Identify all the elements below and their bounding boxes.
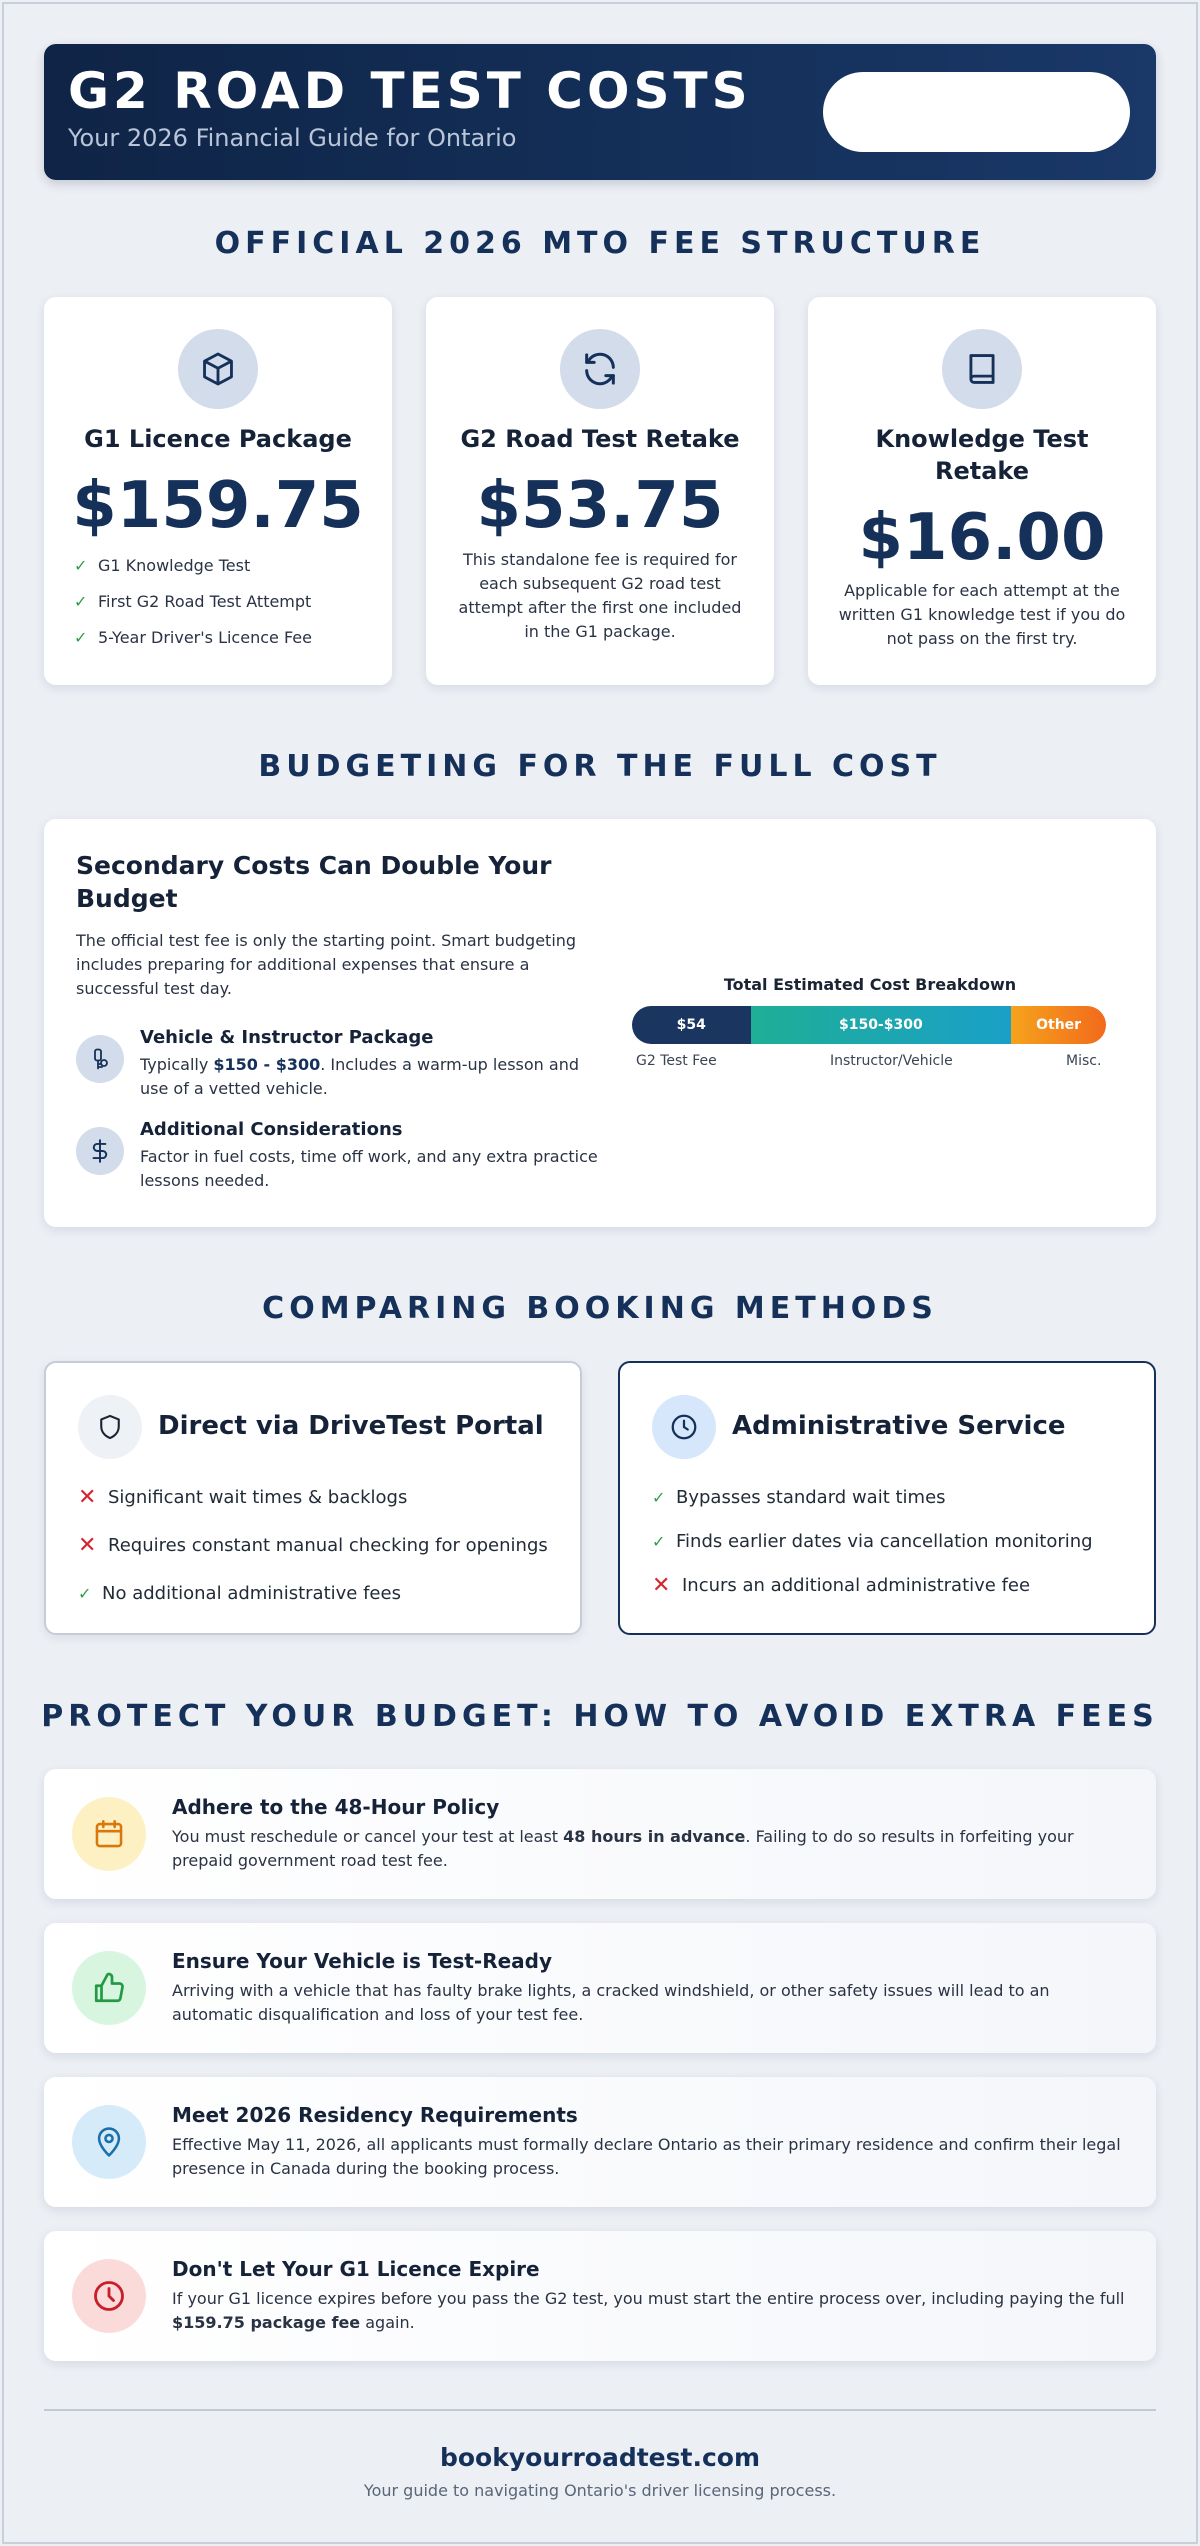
fee-includes-list <box>74 547 312 655</box>
booking-title: Administrative Service <box>732 1411 1066 1441</box>
section-title-tips: PROTECT YOUR BUDGET: HOW TO AVOID EXTRA FEES <box>41 1699 1159 1734</box>
fee-card-g2-retake <box>426 297 774 685</box>
segment-instructor: $150-$300 <box>751 1006 1012 1044</box>
fee-price: $16.00 <box>858 501 1106 575</box>
segment-other: Other <box>1011 1006 1106 1044</box>
booking-points <box>652 1475 1093 1607</box>
footer-brand-link[interactable]: bookyourroadtest.com <box>439 2443 761 2472</box>
list-item: ✕ Requires constant manual checking for openings <box>78 1532 548 1558</box>
cross-icon: ✕ <box>78 1532 97 1558</box>
check-icon: ✓ <box>652 1531 666 1551</box>
section-title-booking: COMPARING BOOKING METHODS <box>262 1291 938 1326</box>
book-icon <box>942 329 1022 409</box>
check-icon: ✓ <box>74 627 88 647</box>
fee-name: Knowledge Test Retake <box>875 425 1089 485</box>
list-item: ✓ Finds earlier dates via cancellation monitoring <box>652 1530 1093 1552</box>
cost-breakdown-title: Total Estimated Cost Breakdown <box>723 975 1017 994</box>
page-subtitle: Your 2026 Financial Guide for Ontario <box>68 124 517 152</box>
tip-card-residency <box>44 2077 1156 2207</box>
map-pin-icon <box>72 2105 146 2179</box>
clock-alert-icon <box>72 2259 146 2333</box>
list-item: ✓ G1 Knowledge Test <box>74 555 251 575</box>
thumbs-up-icon <box>72 1951 146 2025</box>
list-item: ✓ Bypasses standard wait times <box>652 1486 946 1508</box>
footer-tagline: Your guide to navigating Ontario's driver licensing process. <box>363 2481 837 2500</box>
fee-card-knowledge-retake <box>808 297 1156 685</box>
fee-price: $159.75 <box>72 469 364 543</box>
list-item: ✓ No additional administrative fees <box>78 1582 401 1604</box>
tip-card-vehicle-ready <box>44 1923 1156 2053</box>
cost-breakdown-bar <box>632 1006 1106 1044</box>
budget-intro: The official test fee is only the starting point. Smart budgeting includes preparing for additional expenses that ensure a successful test day. <box>76 931 577 998</box>
list-item: ✕ Incurs an additional administrative fee <box>652 1572 1031 1598</box>
segment-caption: Misc. <box>1066 1053 1102 1069</box>
budget-item-text: Factor in fuel costs, time off work, and any extra practice lessons needed. <box>140 1147 598 1190</box>
cross-icon: ✕ <box>78 1484 97 1510</box>
package-icon <box>178 329 258 409</box>
tip-card-48-hour <box>44 1769 1156 1899</box>
segment-caption: G2 Test Fee <box>636 1053 717 1069</box>
list-item: ✕ Significant wait times & backlogs <box>78 1484 408 1510</box>
fee-name: G2 Road Test Retake <box>460 425 740 453</box>
dollar-icon <box>76 1127 124 1175</box>
tip-title: Ensure Your Vehicle is Test-Ready <box>172 1949 553 1973</box>
tip-title: Meet 2026 Residency Requirements <box>172 2103 578 2127</box>
section-title-fees: OFFICIAL 2026 MTO FEE STRUCTURE <box>214 226 986 261</box>
budget-item-title: Additional Considerations <box>140 1119 403 1140</box>
check-icon: ✓ <box>74 591 88 611</box>
budget-title: Secondary Costs Can Double Your Budget <box>76 851 552 913</box>
booking-card-drivetest <box>44 1361 582 1635</box>
check-icon: ✓ <box>652 1487 666 1507</box>
hero-banner <box>44 44 1156 180</box>
tip-text: If your G1 licence expires before you pass the G2 test, you must start the entire process over, including paying the full $159.75 package fee again. <box>172 2289 1125 2332</box>
budget-card <box>44 819 1156 1227</box>
cross-icon: ✕ <box>652 1572 671 1598</box>
check-icon: ✓ <box>74 555 88 575</box>
refresh-icon <box>560 329 640 409</box>
booking-card-admin-service <box>618 1361 1156 1635</box>
segment-caption: Instructor/Vehicle <box>830 1053 953 1069</box>
page-title: G2 ROAD TEST COSTS <box>68 62 752 120</box>
check-icon: ✓ <box>78 1583 92 1603</box>
tip-text: Effective May 11, 2026, all applicants must formally declare Ontario as their primary residence and confirm their legal presence in Canada during the booking process. <box>172 2135 1121 2178</box>
booking-points <box>78 1473 548 1617</box>
fee-name: G1 Licence Package <box>84 425 352 453</box>
header-pill-badge <box>823 72 1130 152</box>
tip-text: Arriving with a vehicle that has faulty brake lights, a cracked windshield, or other safety issues will lead to an automatic disqualification and loss of your test fee. <box>172 1981 1050 2024</box>
tip-text: You must reschedule or cancel your test at least 48 hours in advance. Failing to do so results in forfeiting your prepaid government road test fee. <box>172 1827 1074 1870</box>
budget-item-text: Typically $150 - $300. Includes a warm-up lesson and use of a vetted vehicle. <box>140 1055 579 1098</box>
booking-title: Direct via DriveTest Portal <box>158 1411 544 1441</box>
list-item: ✓ 5-Year Driver's Licence Fee <box>74 627 312 647</box>
calendar-icon <box>72 1797 146 1871</box>
shield-icon <box>78 1395 142 1459</box>
car-key-icon <box>76 1035 124 1083</box>
fee-price: $53.75 <box>476 469 724 543</box>
section-title-budget: BUDGETING FOR THE FULL COST <box>258 749 942 784</box>
clock-icon <box>652 1395 716 1459</box>
tip-title: Adhere to the 48-Hour Policy <box>172 1795 500 1819</box>
budget-item-title: Vehicle & Instructor Package <box>140 1027 434 1048</box>
fee-description: Applicable for each attempt at the written G1 knowledge test if you do not pass on the first try. <box>838 581 1126 648</box>
tip-title: Don't Let Your G1 Licence Expire <box>172 2257 540 2281</box>
fee-card-g1 <box>44 297 392 685</box>
fee-description: This standalone fee is required for each subsequent G2 road test attempt after the first one included in the G1 package. <box>458 550 742 641</box>
list-item: ✓ First G2 Road Test Attempt <box>74 591 312 611</box>
segment-test-fee: $54 <box>632 1006 751 1044</box>
tip-card-g1-expiry <box>44 2231 1156 2361</box>
footer-divider <box>44 2409 1156 2411</box>
